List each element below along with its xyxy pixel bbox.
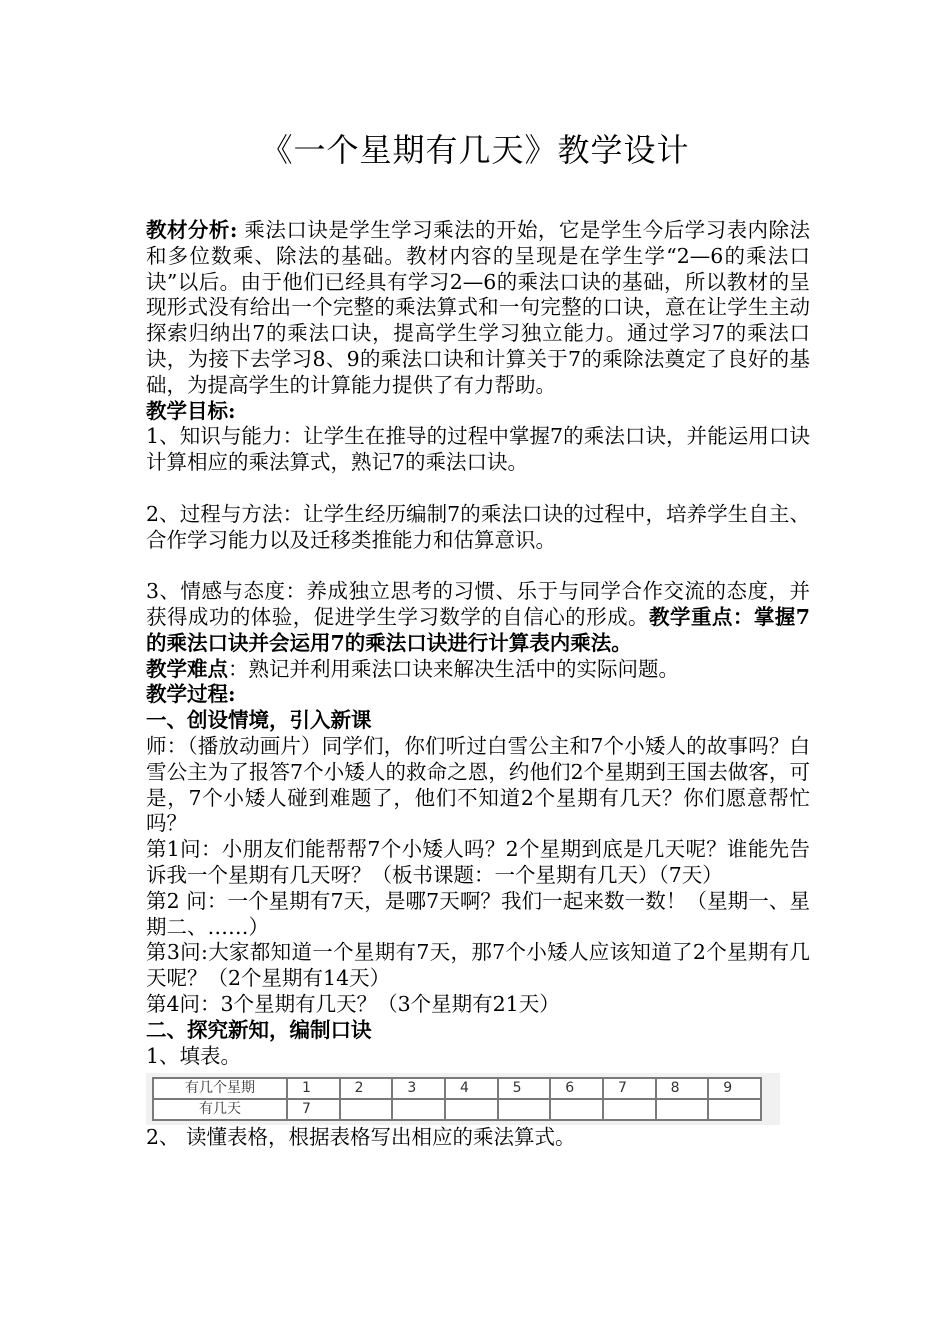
process-label: 教学过程: (146, 682, 236, 707)
table-cell (550, 1099, 603, 1120)
goals-label: 教学目标: (146, 398, 236, 423)
process-line-2: 第1问：小朋友们能帮帮7个小矮人吗？2个星期到底是几天呢？谁能先告诉我一个星期有几天呀？（板书课题：一个星期有几天）（7天） (146, 837, 810, 887)
week-table-container (146, 1073, 780, 1125)
goal-item-3-paragraph (146, 579, 810, 656)
table-cell: 3 (392, 1078, 445, 1099)
table-cell: 7 (603, 1078, 656, 1099)
table-cell: 9 (708, 1078, 761, 1099)
document-title: 《一个星期有几天》教学设计 (260, 131, 690, 169)
step-2-label: 2、 读懂表格，根据表格写出相应的乘法算式。 (146, 1125, 576, 1150)
table-cell: 1 (287, 1078, 340, 1099)
document-body (146, 218, 810, 1151)
table-cell (340, 1099, 393, 1120)
difficulty-paragraph (146, 657, 810, 683)
table-cell: 4 (445, 1078, 498, 1099)
table-cell: 6 (550, 1078, 603, 1099)
analysis-paragraph (146, 218, 810, 399)
process-line-3: 第2 问：一个星期有7天，是哪7天啊？我们一起来数一数！（星期一、星期二、……） (146, 888, 810, 939)
table-cell: 8 (656, 1078, 709, 1099)
table-cell (708, 1099, 761, 1120)
analysis-text: 乘法口诀是学生学习乘法的开始，它是学生今后学习表内除法和多位数乘、除法的基础。教材内容的呈现是在学生学“2—6的乘法口诀”以后。由于他们已经具有学习2—6的乘法口诀的基础，所以教材的呈现形式没有给出一个完整的乘法算式和一句完整的口诀，意在让学生主动探索归纳出7的乘法口诀，提高学生学习独立能力。通过学习7的乘法口诀，为接下去学习8、9的乘法口诀和计算关于7的乘除法奠定了良好的基础，为提高学生的计算能力提供了有力帮助。 (146, 218, 810, 397)
table-header-weeks: 有几个星期 (153, 1078, 287, 1099)
table-cell (603, 1099, 656, 1120)
key-point: 教学重点：掌握7的乘法口诀并会运用7的乘法口诀进行计算表内乘法。 (146, 604, 811, 655)
section-1-heading: 一、创设情境，引入新课 (146, 708, 372, 733)
table-row (153, 1099, 761, 1120)
process-line-4: 第3问:大家都知道一个星期有7天，那7个小矮人应该知道了2个星期有几天呢？（2个星期有14天） (146, 940, 810, 991)
goal-item-3: 3、情感与态度：养成独立思考的习惯、乐于与同学合作交流的态度，并获得成功的体验，促进学生学习数学的自信心的形成。 (146, 579, 810, 629)
difficulty-label: 教学难点 (146, 656, 228, 681)
step-1-label: 1、填表。 (146, 1043, 242, 1068)
table-row (153, 1078, 761, 1099)
table-cell: 2 (340, 1078, 393, 1099)
analysis-label: 教材分析: (146, 218, 238, 242)
table-cell (498, 1099, 551, 1120)
table-cell (656, 1099, 709, 1120)
week-table (152, 1077, 762, 1121)
goal-item-1: 1、知识与能力：让学生在推导的过程中掌握7的乘法口诀，并能运用口诀计算相应的乘法算式，熟记7的乘法口诀。 (146, 424, 810, 475)
table-cell (445, 1099, 498, 1120)
table-cell (392, 1099, 445, 1120)
process-line-1: 师：（播放动画片）同学们，你们听过白雪公主和7个小矮人的故事吗？白雪公主为了报答7个小矮人的救命之恩，约他们2个星期到王国去做客，可是，7个小矮人碰到难题了，他们不知道2个星期有几天？你们愿意帮忙吗？ (146, 733, 810, 836)
section-2-heading: 二、探究新知，编制口诀 (146, 1017, 372, 1042)
difficulty-text: ：熟记并利用乘法口诀来解决生活中的实际问题。 (228, 656, 679, 681)
table-cell: 5 (498, 1078, 551, 1099)
goal-item-2: 2、过程与方法：让学生经历编制7的乘法口诀的过程中，培养学生自主、合作学习能力以及迁移类推能力和估算意识。 (146, 501, 810, 552)
table-cell: 7 (287, 1099, 340, 1120)
table-header-days: 有几天 (153, 1099, 287, 1120)
process-line-5: 第4问：3个星期有几天？（3个星期有21天） (146, 991, 560, 1016)
